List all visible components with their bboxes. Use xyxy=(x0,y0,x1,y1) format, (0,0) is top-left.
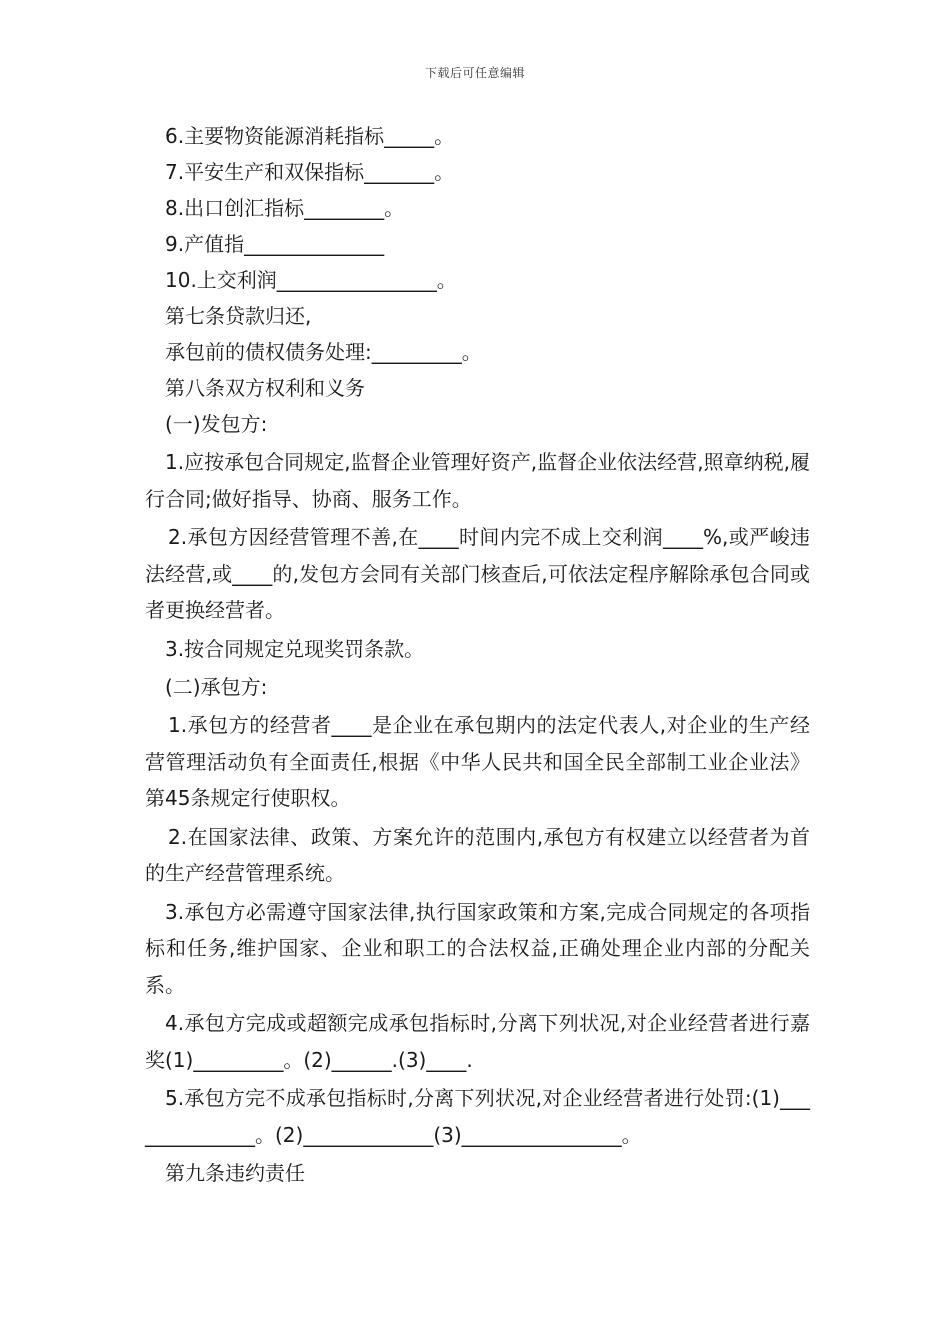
clause-line: 10.上交利润________________。 xyxy=(165,268,457,292)
clause-line: 7.平安生产和双保指标_______。 xyxy=(165,160,455,184)
paragraph: 1.承包方的经营者____是企业在承包期内的法定代表人,对企业的生产经营管理活动负有全面责任,根据《中华人民共和国全民全部制工业企业法》第45条规定行使职权。 xyxy=(145,713,810,810)
paragraph: 5.承包方完不成承包指标时,分离下列状况,对企业经营者进行处罚:(1)______________。(2)_____________(3)________________。 xyxy=(145,1086,810,1147)
paragraph: 1.应按承包合同规定,监督企业管理好资产,监督企业依法经营,照章纳税,履行合同;做好指导、协商、服务工作。 xyxy=(145,450,810,511)
clause-line: 9.产值指______________ xyxy=(165,232,385,256)
article-heading: 第八条双方权利和义务 xyxy=(165,376,365,400)
clause-line: 6.主要物资能源消耗指标_____。 xyxy=(165,124,455,148)
page-header: 下载后可任意编辑 xyxy=(424,66,525,80)
article-heading: 第七条贷款归还, xyxy=(165,304,312,328)
section-heading: (二)承包方: xyxy=(165,675,268,699)
document-body xyxy=(145,118,810,1191)
paragraph: 2.承包方因经营管理不善,在____时间内完不成上交利润____%,或严峻违法经营,或____的,发包方会同有关部门核查后,可依法定程序解除承包合同或者更换经营者。 xyxy=(145,525,810,622)
paragraph: 4.承包方完成或超额完成承包指标时,分离下列状况,对企业经营者进行嘉奖(1)_________。(2)______.(3)____. xyxy=(145,1011,810,1072)
clause-line: 8.出口创汇指标________。 xyxy=(165,196,405,220)
paragraph: 3.承包方必需遵守国家法律,执行国家政策和方案,完成合同规定的各项指标和任务,维护国家、企业和职工的合法权益,正确处理企业内部的分配关系。 xyxy=(145,899,810,997)
paragraph: 2.在国家法律、政策、方案允许的范围内,承包方有权建立以经营者为首的生产经营管理系统。 xyxy=(145,824,810,885)
section-heading: (一)发包方: xyxy=(165,412,268,436)
paragraph: 3.按合同规定兑现奖罚条款。 xyxy=(165,636,425,661)
clause-line: 承包前的债权债务处理:_________。 xyxy=(165,340,482,364)
article-heading: 第九条违约责任 xyxy=(165,1161,305,1185)
